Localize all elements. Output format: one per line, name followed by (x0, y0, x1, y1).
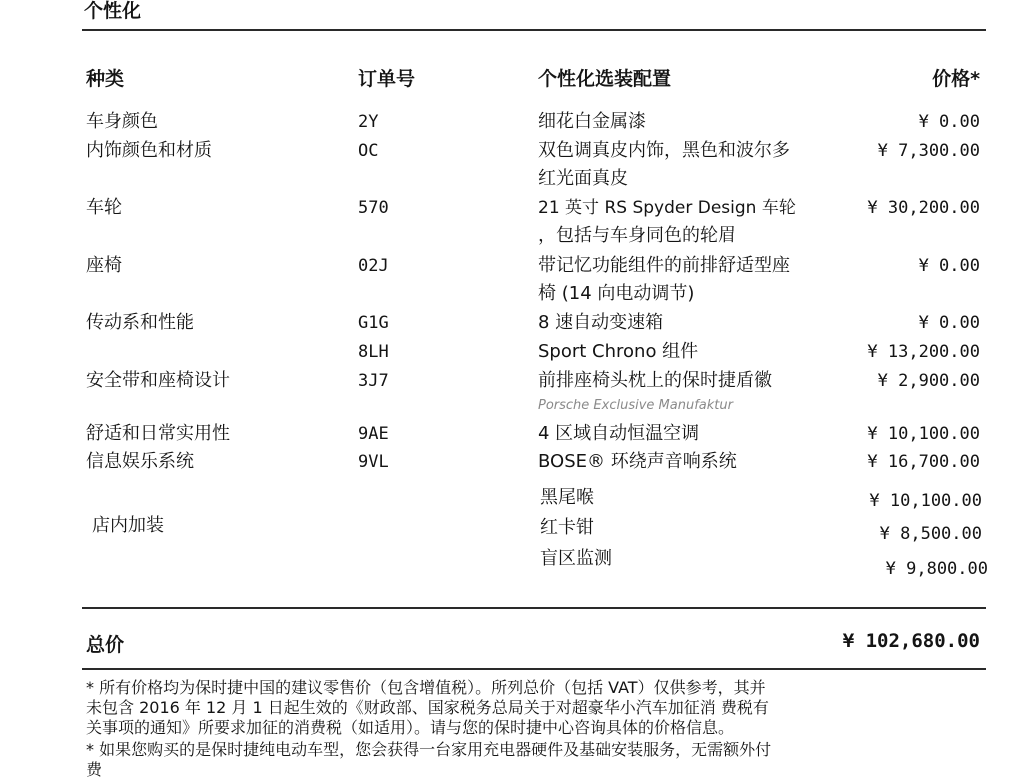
row-config: 细花白金属漆 (538, 111, 646, 132)
row-category: 车轮 (86, 197, 122, 218)
row-config-line2: ，包括与车身同色的轮眉 (538, 225, 736, 246)
row-config: 前排座椅头枕上的保时捷盾徽 (538, 370, 772, 391)
row-category: 安全带和座椅设计 (86, 370, 230, 391)
section-title: 个性化 (84, 0, 142, 22)
addon-price: ¥ 10,100.00 (869, 491, 982, 511)
header-price: 价格* (932, 68, 980, 90)
row-price: ¥ 13,200.00 (867, 342, 980, 362)
total-label: 总价 (86, 634, 125, 656)
row-code: 02J (358, 256, 389, 276)
header-category: 种类 (86, 68, 125, 90)
header-order-no: 订单号 (358, 68, 416, 90)
exclusive-manufaktur-note: Porsche Exclusive Manufaktur (538, 398, 733, 413)
row-config-line2: 椅 (14 向电动调节) (538, 283, 695, 304)
row-config: 双色调真皮内饰，黑色和波尔多 (538, 140, 790, 161)
addon-price: ¥ 8,500.00 (879, 524, 982, 544)
footnote-line: 未包含 2016 年 12 月 1 日起生效的《财政部、国家税务总局关于对超豪华小汽车加征消 费税有 (86, 698, 769, 717)
row-category: 内饰颜色和材质 (86, 140, 212, 161)
row-price: ¥ 0.00 (918, 112, 980, 132)
footnote-line: * 所有价格均为保时捷中国的建议零售价（包含增值税）。所列总价（包括 VAT）仅供参考，其并 (86, 678, 766, 697)
row-price: ¥ 16,700.00 (867, 452, 980, 472)
row-config: Sport Chrono 组件 (538, 341, 699, 362)
row-code: 2Y (358, 112, 379, 132)
row-code: 9AE (358, 424, 389, 444)
footnote-line: 费 (86, 760, 103, 779)
footnote-rule (82, 668, 986, 670)
row-code: 570 (358, 198, 389, 218)
addon-config: 黑尾喉 (540, 487, 594, 508)
row-code: G1G (358, 313, 389, 333)
footnote-line: 关事项的通知》所要求加征的消费税（如适用）。请与您的保时捷中心咨询具体的价格信息。 (86, 718, 735, 737)
row-category: 座椅 (86, 255, 122, 276)
row-price: ¥ 0.00 (918, 256, 980, 276)
total-top-rule (82, 607, 986, 609)
row-code: 8LH (358, 342, 389, 362)
row-code: 3J7 (358, 371, 389, 391)
row-price: ¥ 0.00 (918, 313, 980, 333)
row-category: 信息娱乐系统 (86, 451, 194, 472)
addon-config: 盲区监测 (540, 548, 612, 569)
row-price: ¥ 7,300.00 (877, 141, 980, 161)
footnote-line: * 如果您购买的是保时捷纯电动车型，您会获得一台家用充电器硬件及基础安装服务，无需额外付 (86, 740, 772, 759)
row-config: 21 英寸 RS Spyder Design 车轮 (538, 198, 796, 218)
row-price: ¥ 10,100.00 (867, 424, 980, 444)
row-price: ¥ 2,900.00 (877, 371, 980, 391)
row-code: OC (358, 141, 379, 161)
row-config: 8 速自动变速箱 (538, 312, 664, 333)
addon-config: 红卡钳 (540, 517, 594, 538)
row-config: 4 区域自动恒温空调 (538, 423, 700, 444)
row-category: 车身颜色 (86, 111, 158, 132)
header-config: 个性化选装配置 (538, 68, 672, 90)
row-config: 带记忆功能组件的前排舒适型座 (538, 255, 790, 276)
row-config: BOSE® 环绕声音响系统 (538, 451, 737, 472)
total-value: ¥ 102,680.00 (842, 630, 980, 652)
top-rule (82, 29, 986, 31)
addon-price: ¥ 9,800.00 (885, 559, 988, 579)
row-config-line2: 红光面真皮 (538, 168, 628, 189)
row-category: 舒适和日常实用性 (86, 423, 230, 444)
row-category: 传动系和性能 (86, 312, 194, 333)
row-code: 9VL (358, 452, 389, 472)
addons-category: 店内加装 (92, 515, 164, 536)
row-price: ¥ 30,200.00 (867, 198, 980, 218)
